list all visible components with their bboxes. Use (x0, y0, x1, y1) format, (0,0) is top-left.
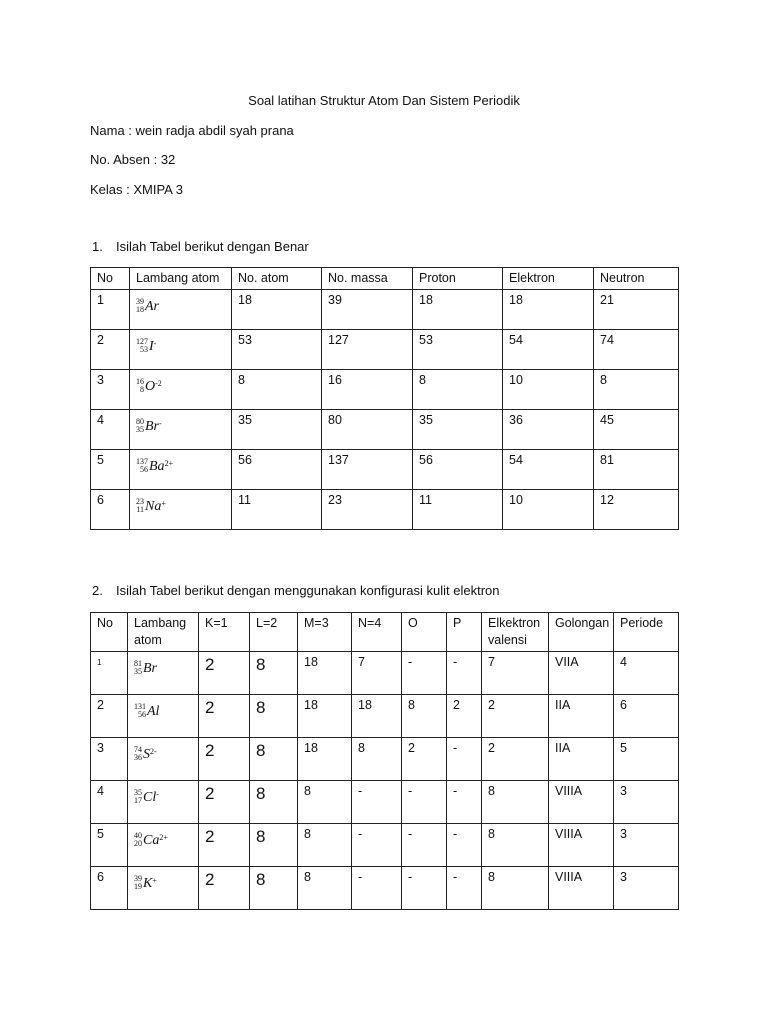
ion-charge: -2 (155, 378, 162, 388)
element-symbol: Cl (143, 789, 157, 805)
ion-charge: - (156, 789, 159, 799)
period-cell: 5 (614, 738, 679, 781)
ion-charge: - (153, 338, 157, 348)
ion-charge: 2- (150, 746, 157, 756)
isotope-notation (136, 378, 162, 395)
electron-cell: 10 (503, 370, 594, 410)
valence-cell: 8 (482, 781, 549, 824)
electron-configuration-table (90, 612, 679, 910)
neutron-cell: 12 (594, 490, 679, 530)
atom-table-header (91, 268, 679, 290)
row-number: 3 (91, 738, 128, 781)
atomic-number: 35 (136, 425, 144, 434)
table-row (91, 410, 679, 450)
col-header: O (402, 613, 447, 652)
shell-k-cell: 2 (199, 867, 250, 910)
shell-m-cell: 18 (298, 695, 352, 738)
atom-symbol-cell (128, 781, 199, 824)
shell-o-cell: - (402, 824, 447, 867)
shell-l-cell: 8 (250, 867, 298, 910)
shell-n-cell: - (352, 824, 402, 867)
shell-p-cell: - (447, 781, 482, 824)
shell-k-cell: 2 (199, 738, 250, 781)
neutron-cell: 21 (594, 290, 679, 330)
atom-symbol-cell (130, 370, 232, 410)
atom-symbol-cell (128, 652, 199, 695)
col-header: No (91, 613, 128, 652)
mass-number: 35 (134, 788, 142, 797)
shell-m-cell: 18 (298, 738, 352, 781)
element-symbol: Ba (149, 458, 165, 474)
table-row (91, 490, 679, 530)
shell-m-cell: 18 (298, 652, 352, 695)
question-2-number: 2. (92, 583, 103, 598)
isotope-notation (136, 338, 156, 355)
mass-number-cell: 80 (322, 410, 413, 450)
table-row (91, 652, 679, 695)
atomic-number: 8 (140, 385, 144, 394)
mass-number-cell: 16 (322, 370, 413, 410)
atomic-number: 56 (140, 465, 148, 474)
atom-symbol-cell (130, 490, 232, 530)
atomic-number: 53 (140, 345, 148, 354)
table-row (91, 867, 679, 910)
question-2 (92, 583, 500, 598)
table-row (91, 738, 679, 781)
ion-charge: 2+ (159, 832, 168, 842)
electron-cell: 18 (503, 290, 594, 330)
atom-symbol-cell (128, 695, 199, 738)
col-header: M=3 (298, 613, 352, 652)
table-row (91, 824, 679, 867)
shell-k-cell: 2 (199, 824, 250, 867)
shell-l-cell: 8 (250, 652, 298, 695)
mass-number: 131 (134, 702, 146, 711)
mass-number: 74 (134, 745, 142, 754)
shell-p-cell: - (447, 824, 482, 867)
shell-o-cell: 8 (402, 695, 447, 738)
isotope-notation (134, 875, 157, 892)
row-number: 3 (91, 370, 130, 410)
valence-cell: 2 (482, 695, 549, 738)
proton-cell: 18 (413, 290, 503, 330)
shell-l-cell: 8 (250, 781, 298, 824)
atomic-number-cell: 18 (232, 290, 322, 330)
element-symbol: K (143, 875, 153, 891)
group-cell: IIA (549, 738, 614, 781)
row-number: 4 (91, 781, 128, 824)
period-cell: 3 (614, 781, 679, 824)
row-number: 4 (91, 410, 130, 450)
isotope-notation (136, 418, 162, 435)
element-symbol: Na (145, 498, 162, 514)
shell-p-cell: - (447, 652, 482, 695)
table-row (91, 330, 679, 370)
group-cell: VIIIA (549, 781, 614, 824)
student-number: No. Absen : 32 (90, 152, 176, 167)
col-header: Neutron (594, 268, 679, 290)
col-header: Elkektron valensi (482, 613, 549, 652)
shell-p-cell: - (447, 738, 482, 781)
row-number: 5 (91, 824, 128, 867)
ion-charge: - (159, 418, 162, 428)
table-row (91, 290, 679, 330)
table-row (91, 450, 679, 490)
neutron-cell: 81 (594, 450, 679, 490)
atom-symbol-cell (130, 450, 232, 490)
shell-l-cell: 8 (250, 738, 298, 781)
element-symbol: O (145, 378, 156, 394)
shell-l-cell: 8 (250, 824, 298, 867)
mass-number: 23 (136, 497, 144, 506)
shell-k-cell: 2 (199, 781, 250, 824)
element-symbol: Br (145, 418, 159, 434)
mass-number-cell: 137 (322, 450, 413, 490)
neutron-cell: 74 (594, 330, 679, 370)
shell-o-cell: 2 (402, 738, 447, 781)
col-header: P (447, 613, 482, 652)
atom-table (90, 267, 679, 530)
student-class: Kelas : XMIPA 3 (90, 182, 183, 197)
proton-cell: 56 (413, 450, 503, 490)
config-table-header (91, 613, 679, 652)
group-cell: VIIA (549, 652, 614, 695)
proton-cell: 8 (413, 370, 503, 410)
atom-symbol-cell (130, 410, 232, 450)
col-header: Periode (614, 613, 679, 652)
mass-number-cell: 127 (322, 330, 413, 370)
table-row (91, 695, 679, 738)
isotope-notation (134, 832, 168, 849)
question-1 (92, 239, 309, 254)
atom-symbol-cell (128, 867, 199, 910)
atomic-number: 20 (134, 839, 142, 848)
atomic-number-cell: 11 (232, 490, 322, 530)
element-symbol: S (143, 746, 150, 762)
atom-symbol-cell (128, 824, 199, 867)
row-number: 2 (91, 695, 128, 738)
shell-n-cell: 8 (352, 738, 402, 781)
atomic-number: 18 (136, 305, 144, 314)
mass-number: 137 (136, 457, 148, 466)
shell-p-cell: 2 (447, 695, 482, 738)
question-2-text: Isilah Tabel berikut dengan menggunakan konfigurasi kulit elektron (116, 583, 500, 598)
atom-symbol-cell (128, 738, 199, 781)
electron-cell: 54 (503, 330, 594, 370)
isotope-notation (134, 660, 157, 677)
ion-charge: + (161, 498, 166, 508)
col-header: L=2 (250, 613, 298, 652)
period-cell: 3 (614, 867, 679, 910)
proton-cell: 35 (413, 410, 503, 450)
row-number: 1 (91, 290, 130, 330)
mass-number: 40 (134, 831, 142, 840)
element-symbol: I (149, 338, 154, 354)
question-1-text: Isilah Tabel berikut dengan Benar (116, 239, 309, 254)
row-number: 6 (91, 490, 130, 530)
electron-cell: 54 (503, 450, 594, 490)
atomic-number: 36 (134, 753, 142, 762)
atomic-number: 56 (138, 710, 146, 719)
shell-m-cell: 8 (298, 867, 352, 910)
row-number: 5 (91, 450, 130, 490)
col-header: K=1 (199, 613, 250, 652)
ion-charge: 2+ (164, 458, 174, 468)
col-header: N=4 (352, 613, 402, 652)
col-header: Proton (413, 268, 503, 290)
atomic-number: 19 (134, 882, 142, 891)
valence-cell: 8 (482, 824, 549, 867)
col-header: Elektron (503, 268, 594, 290)
electron-cell: 36 (503, 410, 594, 450)
mass-number: 81 (134, 659, 142, 668)
shell-m-cell: 8 (298, 781, 352, 824)
row-number: 6 (91, 867, 128, 910)
col-header: Lambang atom (130, 268, 232, 290)
proton-cell: 53 (413, 330, 503, 370)
mass-number: 80 (136, 417, 144, 426)
col-header: Lambang atom (128, 613, 199, 652)
period-cell: 4 (614, 652, 679, 695)
shell-l-cell: 8 (250, 695, 298, 738)
shell-p-cell: - (447, 867, 482, 910)
atom-symbol-cell (130, 330, 232, 370)
shell-m-cell: 8 (298, 824, 352, 867)
shell-o-cell: - (402, 781, 447, 824)
atomic-number-cell: 35 (232, 410, 322, 450)
atomic-number: 17 (134, 796, 142, 805)
isotope-notation (136, 298, 159, 315)
mass-number-cell: 23 (322, 490, 413, 530)
element-symbol: Ar (145, 298, 159, 314)
group-cell: VIIIA (549, 824, 614, 867)
group-cell: IIA (549, 695, 614, 738)
neutron-cell: 8 (594, 370, 679, 410)
element-symbol: Al (147, 703, 160, 719)
table-row (91, 370, 679, 410)
col-header: Golongan (549, 613, 614, 652)
isotope-notation (136, 498, 166, 515)
shell-n-cell: - (352, 867, 402, 910)
valence-cell: 7 (482, 652, 549, 695)
shell-n-cell: 18 (352, 695, 402, 738)
mass-number: 127 (136, 337, 148, 346)
shell-n-cell: 7 (352, 652, 402, 695)
col-header: No. massa (322, 268, 413, 290)
atomic-number-cell: 8 (232, 370, 322, 410)
valence-cell: 8 (482, 867, 549, 910)
table-row (91, 781, 679, 824)
shell-o-cell: - (402, 867, 447, 910)
shell-n-cell: - (352, 781, 402, 824)
group-cell: VIIIA (549, 867, 614, 910)
row-number: 1 (91, 652, 128, 695)
atomic-number-cell: 56 (232, 450, 322, 490)
isotope-notation (134, 746, 157, 763)
element-symbol: Ca (143, 832, 160, 848)
row-number: 2 (91, 330, 130, 370)
isotope-notation (136, 458, 173, 475)
mass-number: 16 (136, 377, 144, 386)
proton-cell: 11 (413, 490, 503, 530)
isotope-notation (134, 789, 159, 806)
student-name: Nama : wein radja abdil syah prana (90, 123, 294, 138)
period-cell: 6 (614, 695, 679, 738)
element-symbol: Br (143, 660, 157, 676)
atom-symbol-cell (130, 290, 232, 330)
ion-charge: + (152, 875, 157, 885)
atomic-number-cell: 53 (232, 330, 322, 370)
document-title: Soal latihan Struktur Atom Dan Sistem Periodik (248, 93, 520, 108)
electron-cell: 10 (503, 490, 594, 530)
period-cell: 3 (614, 824, 679, 867)
valence-cell: 2 (482, 738, 549, 781)
neutron-cell: 45 (594, 410, 679, 450)
atomic-number: 35 (134, 667, 142, 676)
isotope-notation (134, 703, 159, 720)
col-header: No (91, 268, 130, 290)
mass-number-cell: 39 (322, 290, 413, 330)
shell-k-cell: 2 (199, 652, 250, 695)
mass-number: 39 (134, 874, 142, 883)
shell-k-cell: 2 (199, 695, 250, 738)
question-1-number: 1. (92, 239, 103, 254)
shell-o-cell: - (402, 652, 447, 695)
atomic-number: 11 (136, 505, 144, 514)
mass-number: 39 (136, 297, 144, 306)
col-header: No. atom (232, 268, 322, 290)
